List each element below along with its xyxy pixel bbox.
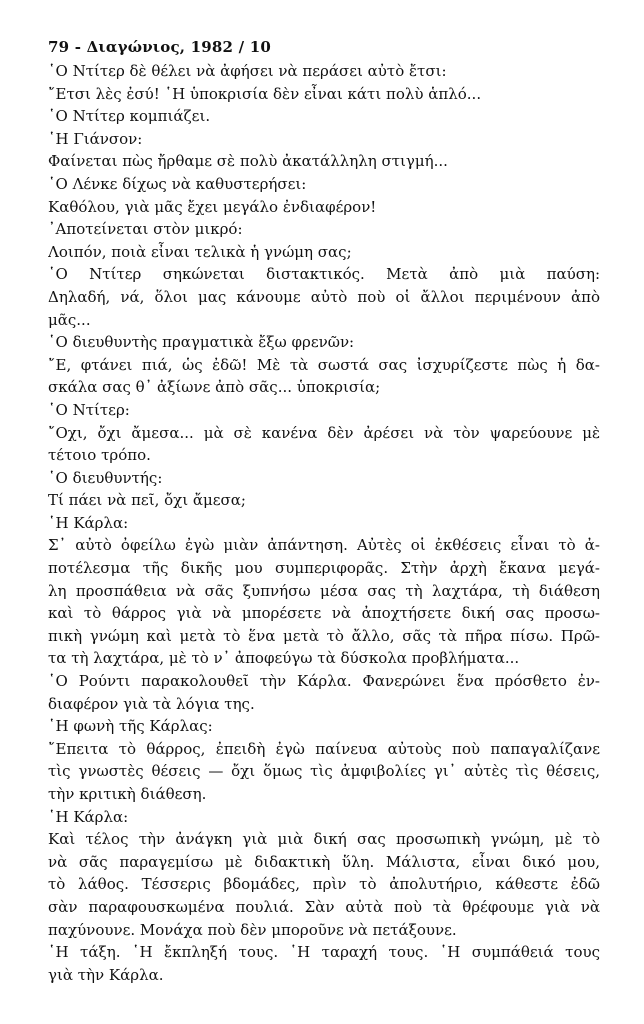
text-line: ῾Η φωνὴ τῆς Κάρλας: <box>48 717 213 736</box>
text-line: Δηλαδή, νά, ὅλοι μας κάνουμε αὐτὸ ποὺ οἱ ἄλλοι περιμένουν ἀπὸ <box>48 287 600 306</box>
text-line: ῾Ο Ντίτερ δὲ θέλει νὰ ἀφήσει νὰ περάσει αὐτὸ ἔτσι: <box>48 62 447 80</box>
body-text <box>48 60 600 986</box>
page-header <box>48 34 600 60</box>
text-line: Καὶ τέλος τὴν ἀνάγκη γιὰ μιὰ δική σας προσωπικὴ γνώμη, μὲ τὸ <box>48 830 600 849</box>
text-line: ῎Ετσι λὲς ἐσύ! ῾Η ὑποκρισία δὲν εἶναι κάτι πολὺ ἁπλό... <box>48 84 482 103</box>
text-line: ῾Ο Ντίτερ σηκώνεται διστακτικός. Μετὰ ἀπὸ μιὰ παύση: <box>48 265 600 284</box>
text-line: σὰν παραφουσκωμένα πουλιά. Σὰν αὐτὰ ποὺ τὰ θρέφουμε γιὰ νὰ <box>48 897 600 916</box>
text-line: Τί πάει νὰ πεῖ, ὄχι ἄμεσα; <box>48 491 246 510</box>
text-line: ῎Οχι, ὄχι ἄμεσα... μὰ σὲ κανένα δὲν ἀρέσει νὰ τὸν ψαρεύουνε μὲ <box>48 423 600 442</box>
text-line: ποτέλεσμα τῆς δικῆς μου συμπεριφορᾶς. Στὴν ἀρχὴ ἔκανα μεγά- <box>48 559 600 578</box>
text-line: παχύνουνε. Μονάχα ποὺ δὲν μποροῦνε νὰ πετάξουνε. <box>48 920 457 939</box>
text-line: ῾Ο διευθυντὴς πραγματικὰ ἔξω φρενῶν: <box>48 333 355 352</box>
text-line: διαφέρον γιὰ τὰ λόγια της. <box>48 694 255 713</box>
text-line: καὶ τὸ θάρρος γιὰ νὰ μπορέσετε νὰ ἀποχτήσετε δική σας προσω- <box>48 604 600 623</box>
text-line: λη προσπάθεια νὰ σᾶς ξυπνήσω μέσα σας τὴ λαχτάρα, τὴ διάθεση <box>48 581 600 600</box>
text-line: ῾Η τάξη. ῾Η ἔκπληξή τους. ῾Η ταραχή τους. ῾Η συμπάθειά τους <box>48 943 600 962</box>
text-line: σκάλα σας θ᾿ ἀξίωνε ἀπὸ σᾶς... ὑποκρισία; <box>48 378 381 397</box>
text-line: ῎Επειτα τὸ θάρρος, ἐπειδὴ ἐγὼ παίνευα αὐτοὺς ποὺ παπαγαλίζανε <box>48 739 600 758</box>
text-line: τὸ λάθος. Τέσσερις βδομάδες, πρὶν τὸ ἀπολυτήριο, κάθεστε ἐδῶ <box>48 875 600 894</box>
page-number: 79 <box>48 38 70 56</box>
text-line: ᾿Αποτείνεται στὸν μικρό: <box>48 220 243 239</box>
text-line: ῾Ο Ρούντι παρακολουθεῖ τὴν Κάρλα. Φανερώνει ἕνα πρόσθετο ἐν- <box>48 672 600 691</box>
text-line: ῾Ο Ντίτερ: <box>48 400 130 419</box>
issue-title: Διαγώνιος, 1982 / 10 <box>86 38 271 56</box>
text-line: τὴν κριτικὴ διάθεση. <box>48 785 207 803</box>
text-line: Φαίνεται πὼς ἤρθαμε σὲ πολὺ ἀκατάλληλη στιγμή... <box>48 152 448 171</box>
text-line: ῾Η Κάρλα: <box>48 513 129 532</box>
text-line: γιὰ τὴν Κάρλα. <box>48 965 164 984</box>
text-line: τα τὴ λαχτάρα, μὲ τὸ ν᾿ ἀποφεύγω τὰ δύσκολα προβλήματα... <box>48 649 520 668</box>
text-line: ῾Ο Λένκε δίχως νὰ καθυστερήσει: <box>48 174 307 193</box>
text-line: ῾Ο διευθυντής: <box>48 468 163 487</box>
text-line: τέτοιο τρόπο. <box>48 446 151 465</box>
text-line: Σ᾿ αὐτὸ ὀφείλω ἐγὼ μιὰν ἀπάντηση. Αὐτὲς οἱ ἐκθέσεις εἶναι τὸ ἀ- <box>48 536 600 555</box>
text-line: ῾Η Γιάνσον: <box>48 129 143 148</box>
text-line: τὶς γνωστὲς θέσεις — ὄχι ὅμως τὶς ἀμφιβολίες γι᾿ αὐτὲς τὶς θέσεις, <box>48 762 600 781</box>
text-line: πικὴ γνώμη καὶ μετὰ τὸ ἕνα μετὰ τὸ ἄλλο, σᾶς τὰ πῆρα πίσω. Πρῶ- <box>48 626 600 645</box>
page <box>48 34 600 986</box>
text-line: ῎Ε, φτάνει πιά, ὡς ἐδῶ! Μὲ τὰ σωστά σας ἰσχυρίζεστε πὼς ἡ δα- <box>48 355 600 374</box>
text-line: νὰ σᾶς παραγεμίσω μὲ διδακτικὴ ὕλη. Μάλιστα, εἶναι δικό μου, <box>48 852 600 871</box>
header-separator: - <box>74 38 87 56</box>
text-line: Καθόλου, γιὰ μᾶς ἔχει μεγάλο ἐνδιαφέρον! <box>48 197 377 216</box>
text-line: ῾Ο Ντίτερ κομπιάζει. <box>48 107 211 126</box>
text-line: μᾶς... <box>48 310 91 329</box>
text-line: ῾Η Κάρλα: <box>48 807 129 826</box>
text-line: Λοιπόν, ποιὰ εἶναι τελικὰ ἡ γνώμη σας; <box>48 242 352 261</box>
